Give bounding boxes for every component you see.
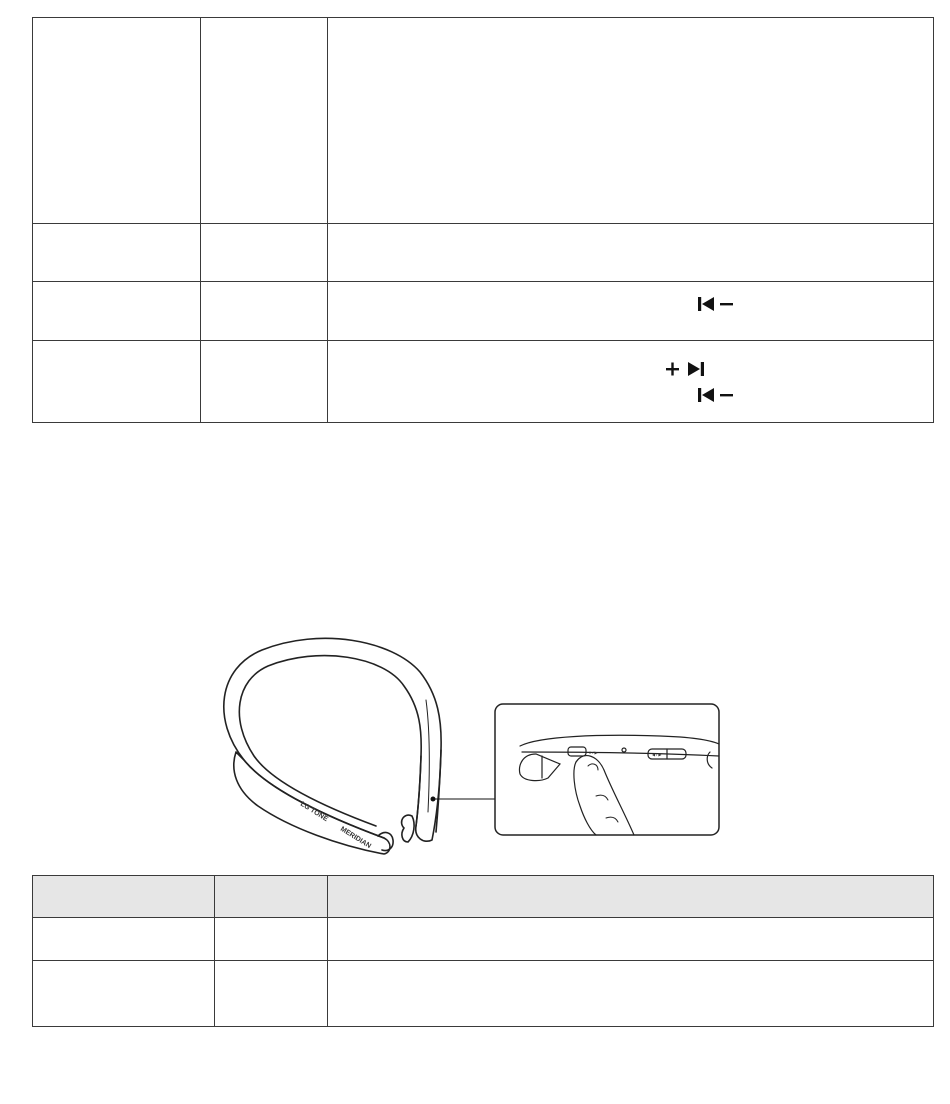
neckband-headset-image — [224, 638, 441, 854]
closeup-inset — [495, 704, 719, 835]
table-cell — [215, 961, 328, 1027]
closeup-button-print: II / ▶ — [589, 750, 598, 755]
closeup-rocker-print: ◀ I ▶ — [652, 752, 662, 757]
table-header-cell — [215, 876, 328, 918]
brand-print-lg-tone: LG TONE — [298, 800, 329, 824]
table-cell — [33, 918, 215, 961]
table-cell — [215, 918, 328, 961]
table-header-cell — [33, 876, 215, 918]
brand-print-meridian: MERIDIAN — [338, 825, 373, 851]
table-row — [33, 918, 934, 961]
bottom-table — [32, 875, 934, 1027]
table-cell — [328, 918, 934, 961]
table-row — [33, 961, 934, 1027]
table-cell — [33, 961, 215, 1027]
table-header-cell — [328, 876, 934, 918]
table-cell — [328, 961, 934, 1027]
table-header-row — [33, 876, 934, 918]
